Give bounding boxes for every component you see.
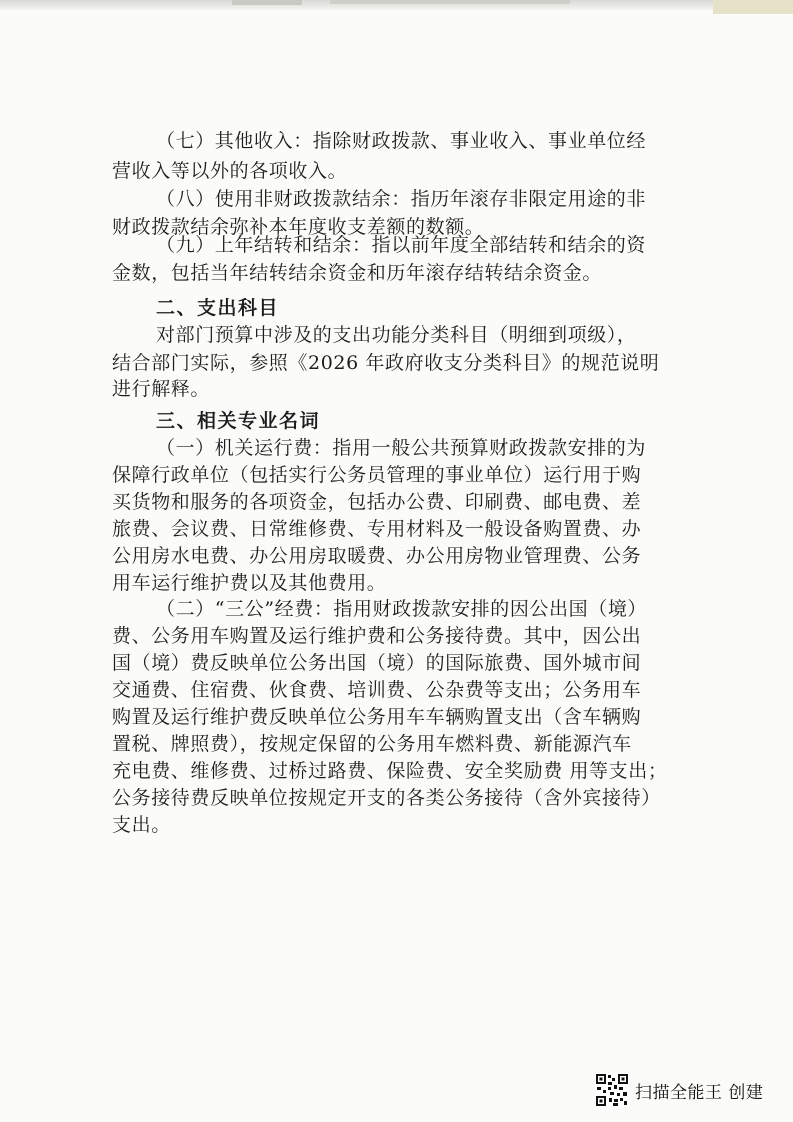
text-line: （七）其他收入：指除财政拨款、事业收入、事业单位经 bbox=[156, 130, 647, 152]
text-line: 财政拨款结余弥补本年度收支差额的数额。 bbox=[112, 216, 485, 238]
text-line: 公用房水电费、办公用房取暖费、办公用房物业管理费、公务 bbox=[112, 545, 642, 567]
text-line: 营收入等以外的各项收入。 bbox=[112, 160, 348, 182]
text-line: 交通费、住宿费、伙食费、培训费、公杂费等支出；公务用车 bbox=[112, 679, 642, 701]
text-line: 金数，包括当年结转结余资金和历年滚存结转结余资金。 bbox=[112, 262, 603, 284]
text-line: 公务接待费反映单位按规定开支的各类公务接待（含外宾接待） bbox=[112, 787, 661, 809]
scan-artifact bbox=[713, 0, 793, 14]
section-heading: 二、支出科目 bbox=[156, 297, 280, 319]
text-line: 购置及运行维护费反映单位公务用车车辆购置支出（含车辆购 bbox=[112, 706, 642, 728]
text-line: 结合部门实际，参照《2026 年政府收支分类科目》的规范说明 bbox=[112, 352, 660, 374]
text-line: （一）机关运行费：指用一般公共预算财政拨款安排的为 bbox=[156, 437, 647, 459]
scan-top-edge bbox=[0, 0, 793, 10]
qr-code-icon bbox=[595, 1073, 629, 1107]
text-line: 保障行政单位（包括实行公务员管理的事业单位）运行用于购 bbox=[112, 464, 642, 486]
scanner-watermark bbox=[595, 1070, 763, 1110]
section-heading: 三、相关专业名词 bbox=[156, 410, 321, 432]
text-line: 充电费、维修费、过桥过路费、保险费、安全奖励费 用等支出； bbox=[112, 760, 668, 782]
text-line: 费、公务用车购置及运行维护费和公务接待费。其中，因公出 bbox=[112, 625, 642, 647]
text-line: （九）上年结转和结余：指以前年度全部结转和结余的资 bbox=[156, 234, 647, 256]
text-line: 旅费、会议费、日常维修费、专用材料及一般设备购置费、办 bbox=[112, 518, 642, 540]
text-line: 支出。 bbox=[112, 814, 171, 836]
text-line: 对部门预算中涉及的支出功能分类科目（明细到项级）， bbox=[156, 324, 637, 346]
text-line: （八）使用非财政拨款结余：指历年滚存非限定用途的非 bbox=[156, 188, 647, 210]
scanner-app-label: 扫描全能王 创建 bbox=[635, 1082, 764, 1103]
text-line: 国（境）费反映单位公务出国（境）的国际旅费、国外城市间 bbox=[112, 652, 642, 674]
text-line: （二）“三公”经费：指用财政拨款安排的因公出国（境） bbox=[156, 598, 648, 620]
scan-artifact bbox=[232, 0, 302, 5]
scan-artifact bbox=[330, 0, 570, 4]
text-line: 置税、牌照费），按规定保留的公务用车燃料费、新能源汽车 bbox=[112, 733, 632, 755]
text-line: 用车运行维护费以及其他费用。 bbox=[112, 572, 387, 594]
text-line: 进行解释。 bbox=[112, 378, 211, 400]
text-line: 买货物和服务的各项资金，包括办公费、印刷费、邮电费、差 bbox=[112, 491, 642, 513]
